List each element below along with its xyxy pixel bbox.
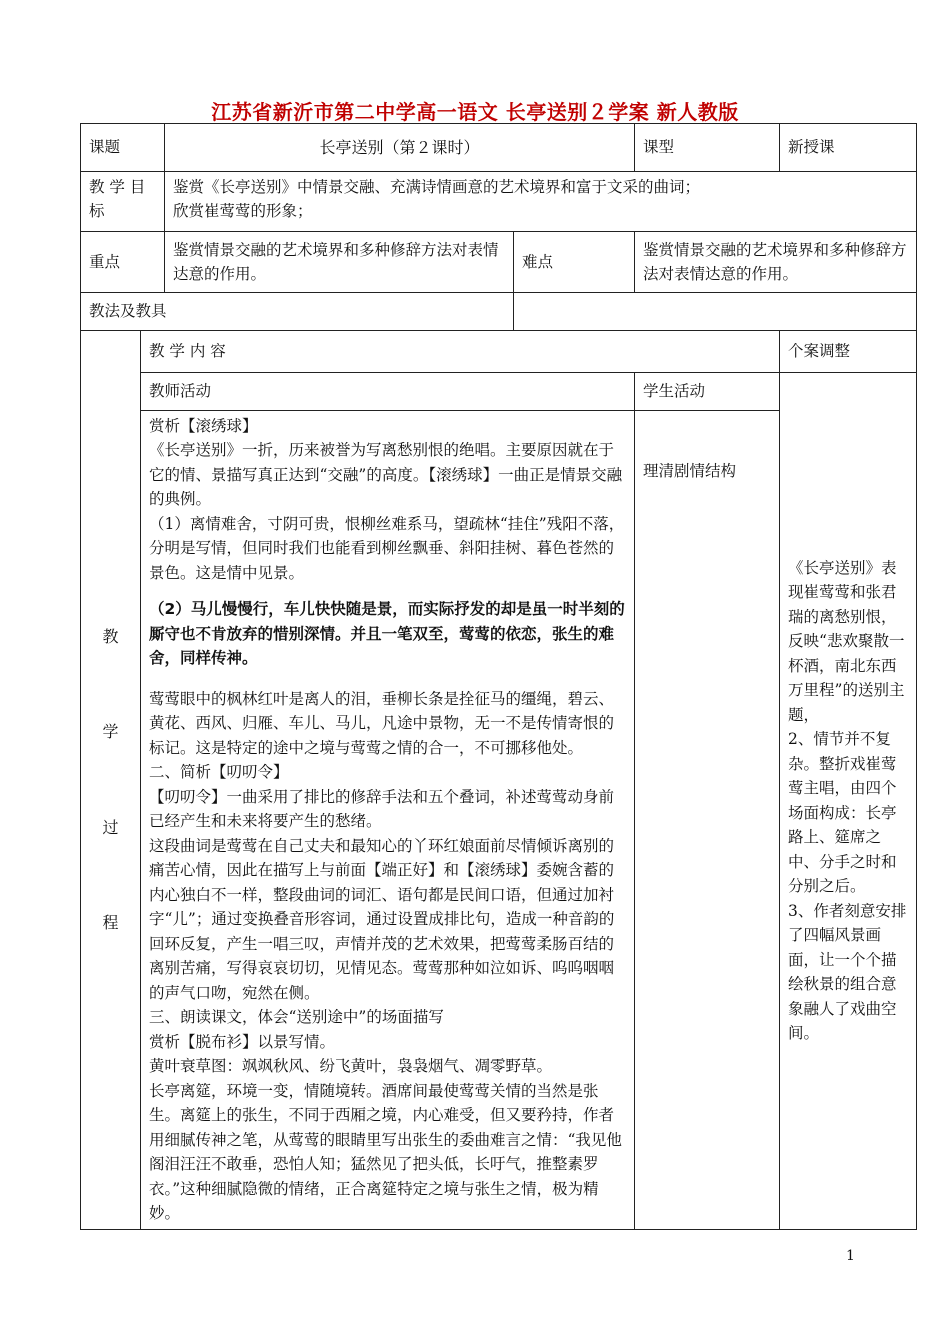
topic-value: 长亭送别（第２课时）	[165, 124, 635, 172]
key-points-label: 重点	[81, 232, 165, 293]
content-paragraph: 赏析【脱布衫】以景写情。	[149, 1032, 336, 1051]
content-paragraph: （1）离情难舍，寸阴可贵，恨柳丝难系马，望疏林“挂住”残阳不落，分明是写情，但同时我们也能看到柳丝飘垂、斜阳挂树、暮色苍然的景色。这是情中见景。	[149, 514, 625, 582]
objectives-text	[165, 172, 917, 232]
teacher-activity-content	[141, 411, 635, 1230]
objectives-label	[81, 172, 165, 232]
process-label-char: 过	[102, 817, 119, 837]
type-value: 新授课	[780, 124, 917, 172]
page-title: 江苏省新沂市第二中学高一语文 长亭送别２学案 新人教版	[211, 100, 739, 124]
content-paragraph: 二、简析【叨叨令】	[149, 763, 289, 782]
difficult-points-label: 难点	[514, 232, 635, 293]
content-paragraph: 三、朗读课文，体会“送别途中”的场面描写	[149, 1008, 444, 1027]
lesson-plan-table	[80, 123, 917, 1230]
adjust-paragraph: 3、作者刻意安排了四幅风景画面，让一个个描绘秋景的组合意象融人了戏曲空间。	[788, 901, 907, 1043]
content-paragraph: 【叨叨令】一曲采用了排比的修辞手法和五个叠词，补述莺莺动身前已经产生和未来将要产生的愁绪。	[149, 787, 615, 831]
student-activity-content: 理清剧情结构	[635, 411, 780, 1230]
content-paragraph: 《长亭送别》一折，历来被誉为写离愁别恨的绝唱。主要原因就在于它的情、景描写真正达到“交融”的高度。【滚绣球】一曲正是情景交融的典例。	[149, 441, 623, 509]
content-paragraph: （2）马儿慢慢行，车儿快快随是景，而实际抒发的却是虽一时半刻的厮守也不肯放弃的惜别深情。并且一笔双至，莺莺的依恋，张生的难舍，同样传神。	[149, 600, 625, 668]
process-label-char: 教	[102, 627, 119, 647]
objectives-label-line1: 教 学 目	[89, 178, 146, 196]
methods-label	[81, 293, 514, 331]
process-label-char: 学	[102, 722, 119, 742]
content-paragraph: 黄叶衰草图：飒飒秋风、纷飞黄叶，袅袅烟气、凋零野草。	[149, 1057, 553, 1076]
content-header: 教 学 内 容	[141, 331, 780, 373]
objectives-line1: 鉴赏《长亭送别》中情景交融、充满诗情画意的艺术境界和富于文采的曲词；	[173, 178, 701, 196]
adjust-paragraph: 2、情节并不复杂。整折戏崔莺莺主唱，由四个场面构成：长亭路上、筵席之中、分手之时和分别之后。	[788, 730, 897, 896]
student-activity-header: 学生活动	[635, 373, 780, 411]
process-label-char: 程	[102, 913, 119, 933]
type-label: 课型	[635, 124, 780, 172]
objectives-label-line2: 标	[89, 202, 105, 221]
objectives-line2: 欣赏崔莺莺的形象；	[173, 202, 313, 221]
methods-label-text: 教法及教具	[89, 302, 167, 321]
content-paragraph: 赏析【滚绣球】	[149, 417, 258, 435]
adjust-content	[780, 373, 917, 1230]
key-points-text: 鉴赏情景交融的艺术境界和多种修辞方法对表情达意的作用。	[165, 232, 514, 293]
teacher-activity-header: 教师活动	[141, 373, 635, 411]
methods-value	[514, 293, 917, 331]
content-paragraph: 这段曲词是莺莺在自己丈夫和最知心的丫环红娘面前尽情倾诉离别的痛苦心情，因此在描写上与前面【端正好】和【滚绣球】委婉含蓄的内心独白不一样，整段曲词的词汇、语句都是民间口语，但通过加衬字“儿”；通过变换叠音形容词，通过设置成排比句，造成一种音韵的回环反复，产生一唱三叹，声情并茂的艺术效果，把莺莺柔肠百结的离别苦痛，写得哀哀切切，见情见态。莺莺那种如泣如诉、呜呜咽咽的声气口吻，宛然在侧。	[149, 836, 615, 1002]
content-paragraph: 长亭离筵，环境一变，情随境转。酒席间最使莺莺关情的当然是张生。离筵上的张生，不同于西厢之境，内心难受，但又要矜持，作者用细腻传神之笔，从莺莺的眼睛里写出张生的委曲难言之情：“我见他阁泪汪汪不敢垂，恐怕人知；猛然见了把头低，长吁气，推整素罗衣。”这种细腻隐微的情绪，正合离筵特定之境与张生之情，极为精妙。	[149, 1081, 622, 1223]
process-label	[81, 331, 141, 1230]
page-number: 1	[846, 1248, 855, 1264]
difficult-points-text: 鉴赏情景交融的艺术境界和多种修辞方法对表情达意的作用。	[635, 232, 917, 293]
topic-label: 课题	[81, 124, 165, 172]
adjust-header: 个案调整	[780, 331, 917, 373]
content-paragraph: 莺莺眼中的枫林红叶是离人的泪，垂柳长条是拴征马的缰绳，碧云、黄花、西风、归雁、车儿、马儿，凡途中景物，无一不是传情寄恨的标记。这是特定的途中之境与莺莺之情的合一，不可挪移他处。	[149, 689, 615, 757]
adjust-paragraph: 《长亭送别》表现崔莺莺和张君瑞的离愁别恨，反映“悲欢聚散一杯酒，南北东西万里程”的送别主题，	[788, 558, 905, 724]
